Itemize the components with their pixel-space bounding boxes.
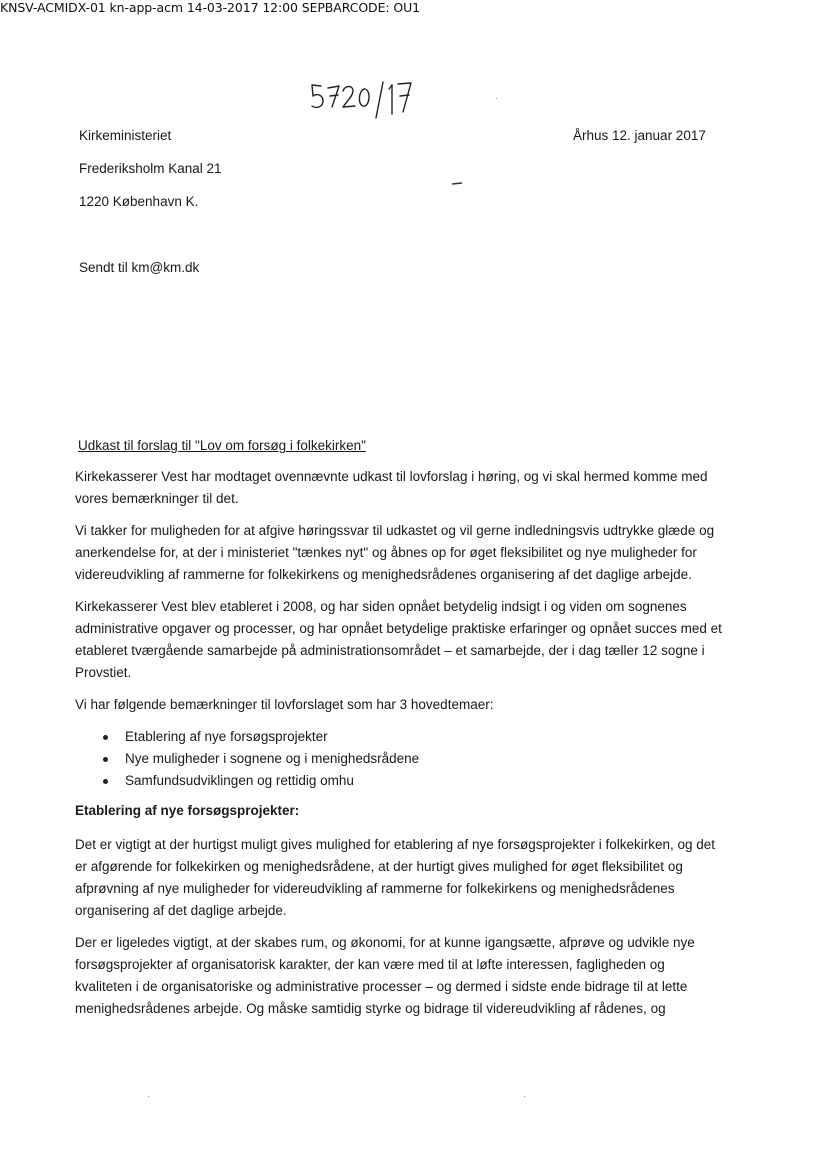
handwritten-journal-number	[308, 74, 428, 122]
list-item	[103, 748, 725, 770]
letter-subject: Udkast til forslag til "Lov om forsøg i folkekirken"	[78, 438, 366, 453]
journal-number-drawing	[308, 74, 428, 122]
list-item-text: Etablering af nye forsøgsprojekter	[125, 729, 328, 744]
section-paragraph: Der er ligeledes vigtigt, at der skabes rum, og økonomi, for at kunne igangsætte, afprøve og udvikle nye forsøgsprojekter af organisatorisk karakter, der kan være med til at løfte interessen, fagligheden og kvaliteten i de organisatoriske og administrative processer – og dermed i sidste ende bidrage til at lette menighedsrådenes arbejde. Og måske samtidig styrke og bidrage til videreudvikling af rådenes, og	[75, 935, 695, 1016]
letter-date: Århus 12. januar 2017	[573, 128, 706, 143]
list-item	[103, 770, 725, 792]
body-paragraph: Vi takker for muligheden for at afgive høringssvar til udkastet og vil gerne indledningsvis udtrykke glæde og anerkendelse for, at der i ministeriet "tænkes nyt" og åbnes op for øget fleksibilitet og nye muligheder for videreudvikling af rammerne for folkekirkens og menighedsrådenes organisering af det daglige arbejde.	[75, 523, 715, 582]
recipient-city: 1220 København K.	[79, 194, 199, 209]
body-paragraph: Kirkekasserer Vest har modtaget ovennævnte udkast til lovforslag i høring, og vi skal hermed komme med vores bemærkninger til det.	[75, 469, 708, 506]
section-paragraph: Det er vigtigt at der hurtigst muligt gives mulighed for etablering af nye forsøgsprojekter i folkekirken, og det er afgørende for folkekirken og menighedsrådene, at der hurtigt gives mulighed for øget fleksibilitet og afprøvning af nye muligheder for videreudvikling af rammerne for folkekirkens og menighedsrådenes organisering af det daglige arbejde.	[75, 837, 716, 918]
scan-speck	[148, 1096, 149, 1097]
scan-speck	[496, 98, 497, 99]
sent-to-line: Sendt til km@km.dk	[79, 260, 200, 275]
recipient-street: Frederiksholm Kanal 21	[79, 161, 222, 176]
bullet-icon	[103, 779, 108, 784]
recipient-name: Kirkeministeriet	[79, 128, 172, 143]
body-paragraph: Kirkekasserer Vest blev etableret i 2008, og har siden opnået betydelig indsigt i og viden om sognenes administrative opgaver og processer, og har opnået betydelige praktiske erfaringer og opnået succes med et etableret tværgående samarbejde på administrationsområdet – et samarbejde, der i dag tæller 12 sogne i Provstiet.	[75, 599, 722, 680]
list-item-text: Nye muligheder i sognene og i menighedsrådene	[125, 751, 420, 766]
scan-speck	[524, 1096, 525, 1097]
list-item	[103, 726, 725, 748]
scan-mark	[452, 182, 462, 185]
section-heading: Etablering af nye forsøgsprojekter:	[75, 803, 300, 818]
bullet-icon	[103, 735, 108, 740]
bullet-icon	[103, 757, 108, 762]
list-item-text: Samfundsudviklingen og rettidig omhu	[125, 773, 354, 788]
body-paragraph: Vi har følgende bemærkninger til lovforslaget som har 3 hovedtemaer:	[75, 697, 494, 712]
theme-list	[75, 726, 725, 792]
fax-header: KNSV-ACMIDX-01 kn-app-acm 14-03-2017 12:00 SEPBARCODE: OU1	[0, 0, 421, 15]
letter-body	[75, 435, 725, 1030]
